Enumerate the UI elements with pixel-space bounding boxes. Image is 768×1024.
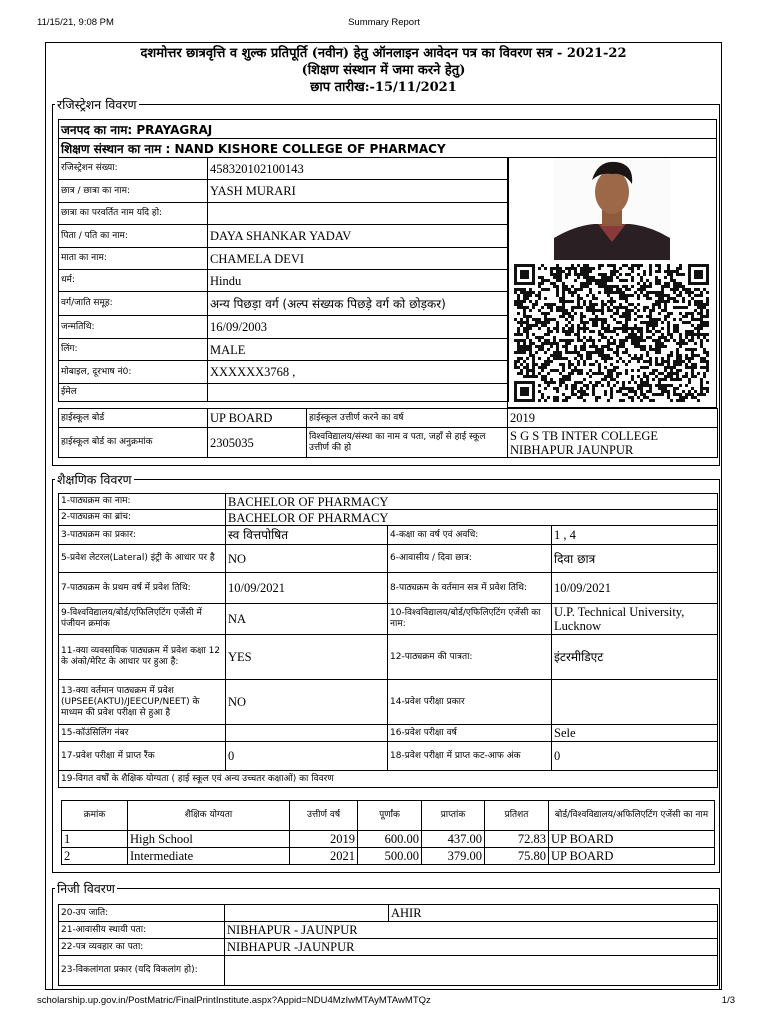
history-header-row <box>62 801 715 831</box>
district-name: जनपद का नाम: PRAYAGRAJ <box>59 120 717 139</box>
registration-label: छात्रा का परवर्तित नाम यदि हो: <box>59 203 208 225</box>
exam-year-value: Sele <box>552 725 718 742</box>
univ-reg-value: NA <box>226 604 388 635</box>
institute-name: शिक्षण संस्थान का नाम : NAND KISHORE COLLEGE OF PHARMACY <box>59 139 717 158</box>
academic-table <box>58 493 718 788</box>
merit-label: 11-क्या व्यवसायिक पाठ्यक्रम में प्रवेश कक्षा 12 के अंको/मेरिट के आधार पर हुआ है: <box>59 635 226 680</box>
history-cell: 2021 <box>290 848 358 865</box>
eligibility-value: इंटरमीडिएट <box>552 635 718 680</box>
course-name-value: BACHELOR OF PHARMACY <box>226 494 718 510</box>
hs-roll-label: हाईस्कूल बोर्ड का अनुक्रमांक <box>59 428 208 458</box>
registration-value: XXXXXX3768 , <box>208 361 509 384</box>
registration-table <box>58 157 509 402</box>
history-row <box>62 848 715 865</box>
disability-value <box>225 956 718 986</box>
course-type-label: 3-पाठ्यक्रम का प्रकार: <box>59 526 226 545</box>
hs-board-value: UP BOARD <box>208 409 307 428</box>
history-cell: High School <box>128 831 290 848</box>
registration-label: ईमेल <box>59 384 208 402</box>
hs-roll-value: 2305035 <box>208 428 307 458</box>
registration-value: CHAMELA DEVI <box>208 248 509 270</box>
rank-value: 0 <box>226 742 388 771</box>
registration-value: अन्य पिछड़ा वर्ग (अल्प संख्यक पिछड़े वर्ग को छोड़कर) <box>208 292 509 316</box>
registration-label: जन्मतिथि: <box>59 316 208 339</box>
exam-type-value <box>552 680 718 725</box>
exam-type-label: 14-प्रवेश परीक्षा प्रकार <box>388 680 552 725</box>
univ-name-label: 10-विश्वविद्यालय/बोर्ड/एफिलिएटिंग एजेंसी का नाम: <box>388 604 552 635</box>
disability-label: 23-विकलांगता प्रकार (यदि विकलांग हो): <box>59 956 225 986</box>
history-cell: 75.80 <box>485 848 549 865</box>
counselling-label: 15-कॉउंसिलिंग नंबर <box>59 725 226 742</box>
registration-value: 16/09/2003 <box>208 316 509 339</box>
highschool-table <box>58 408 718 458</box>
exam-label: 13-क्या वर्तमान पाठ्यक्रम में प्रवेश (UPSEE(AKTU)/JEECUP/NEET) के माध्यम की प्रवेश परीक्षा से हुआ है <box>59 680 226 725</box>
registration-label: मोबाइल, दूरभाष नं0: <box>59 361 208 384</box>
registration-row <box>59 180 509 203</box>
history-header: बोर्ड/विश्वविद्यालय/अफिलिएटिंग एजेंसी का नाम <box>549 801 715 831</box>
student-photo <box>554 158 670 260</box>
print-date: छाप तारीख:-15/11/2021 <box>310 80 457 95</box>
hs-board-label: हाईस्कूल बोर्ड <box>59 409 208 428</box>
qr-code <box>514 264 710 402</box>
page-url: scholarship.up.gov.in/PostMatric/FinalPrintInstitute.aspx?Appid=NDU4MzIwMTAyMTAwMTQz <box>37 995 431 1006</box>
history-cell: UP BOARD <box>549 831 715 848</box>
registration-row <box>59 225 509 248</box>
registration-row <box>59 361 509 384</box>
history-table <box>61 800 715 865</box>
univ-reg-label: 9-विश्वविद्यालय/बोर्ड/एफिलिएटिंग एजेंसी में पंजीयन क्रमांक <box>59 604 226 635</box>
registration-header-table <box>58 119 717 158</box>
hs-school-label: विश्वविद्यालय/संस्था का नाम व पता, जहाँ से हाई स्कूल उत्तीर्ण की हो <box>307 428 508 458</box>
corr-addr-label: 22-पत्र व्यवहार का पता: <box>59 939 225 956</box>
registration-value <box>208 384 509 402</box>
registration-legend: रजिस्ट्रेशन विवरण <box>57 97 137 112</box>
exam-value: NO <box>226 680 388 725</box>
merit-value: YES <box>226 635 388 680</box>
cutoff-label: 18-प्रवेश परीक्षा में प्राप्त कट-आफ अंक <box>388 742 552 771</box>
exam-year-label: 16-प्रवेश परीक्षा वर्ष <box>388 725 552 742</box>
perm-addr-value: NIBHAPUR - JAUNPUR <box>225 922 718 939</box>
history-cell: 2 <box>62 848 128 865</box>
report-title: दशमोत्तर छात्रवृत्ति व शुल्क प्रतिपूर्ति (नवीन) हेतु ऑनलाइन आवेदन पत्र का विवरण सत्र - 2021-22 <box>140 46 627 61</box>
hs-year-value: 2019 <box>508 409 718 428</box>
subcaste-value: AHIR <box>389 905 718 922</box>
registration-value: MALE <box>208 339 509 361</box>
print-datetime: 11/15/21, 9:08 PM <box>37 17 114 28</box>
first-admission-label: 7-पाठ्यक्रम के प्रथम वर्ष में प्रवेश तिथि: <box>59 573 226 604</box>
hostel-value: दिवा छात्र <box>552 545 718 573</box>
perm-addr-label: 21-आवासीय स्थायी पता: <box>59 922 225 939</box>
history-cell: 72.83 <box>485 831 549 848</box>
univ-name-value: U.P. Technical University, Lucknow <box>552 604 718 635</box>
registration-label: वर्ग/जाति समूह: <box>59 292 208 316</box>
registration-value: DAYA SHANKAR YADAV <box>208 225 509 248</box>
history-header: क्रमांक <box>62 801 128 831</box>
registration-value: Hindu <box>208 270 509 292</box>
rank-label: 17-प्रवेश परीक्षा में प्राप्त रैंक <box>59 742 226 771</box>
print-page-title: Summary Report <box>348 17 420 28</box>
registration-row <box>59 203 509 225</box>
registration-row <box>59 270 509 292</box>
history-header: प्रतिशत <box>485 801 549 831</box>
personal-table <box>58 904 718 986</box>
history-cell: 2019 <box>290 831 358 848</box>
personal-legend: निजी विवरण <box>57 881 115 896</box>
registration-label: रजिस्ट्रेशन संख्या: <box>59 158 208 180</box>
lateral-label: 5-प्रवेश लेटरल(Lateral) इंट्री के आधार पर है <box>59 545 226 573</box>
registration-row <box>59 384 509 402</box>
history-row <box>62 831 715 848</box>
registration-row <box>59 292 509 316</box>
course-branch-value: BACHELOR OF PHARMACY <box>226 510 718 526</box>
registration-value: YASH MURARI <box>208 180 509 203</box>
registration-label: पिता / पति का नाम: <box>59 225 208 248</box>
registration-value <box>208 203 509 225</box>
academic-legend: शैक्षणिक विवरण <box>57 472 132 487</box>
history-cell: Intermediate <box>128 848 290 865</box>
history-cell: 600.00 <box>358 831 422 848</box>
course-name-label: 1-पाठ्यक्रम का नाम: <box>59 494 226 510</box>
registration-label: माता का नाम: <box>59 248 208 270</box>
subcaste-label: 20-उप जाति: <box>59 905 225 922</box>
registration-row <box>59 248 509 270</box>
current-admission-value: 10/09/2021 <box>552 573 718 604</box>
registration-value: 458320102100143 <box>208 158 509 180</box>
page-number: 1/3 <box>721 995 735 1006</box>
corr-addr-value: NIBHAPUR -JAUNPUR <box>225 939 718 956</box>
current-admission-label: 8-पाठ्यक्रम के वर्तमान सत्र में प्रवेश तिथि: <box>388 573 552 604</box>
history-header: प्राप्तांक <box>422 801 485 831</box>
hs-school-value: S G S TB INTER COLLEGE NIBHAPUR JAUNPUR <box>508 428 718 458</box>
lateral-value: NO <box>226 545 388 573</box>
registration-row <box>59 316 509 339</box>
history-cell: 379.00 <box>422 848 485 865</box>
first-admission-value: 10/09/2021 <box>226 573 388 604</box>
cutoff-value: 0 <box>552 742 718 771</box>
history-cell: UP BOARD <box>549 848 715 865</box>
history-cell: 500.00 <box>358 848 422 865</box>
history-header: शैक्षिक योग्यता <box>128 801 290 831</box>
history-header: उत्तीर्ण वर्ष <box>290 801 358 831</box>
course-type-value: स्व वित्तपोषित <box>226 526 388 545</box>
hostel-label: 6-आवासीय / दिवा छात्र: <box>388 545 552 573</box>
history-title: 19-विगत वर्षों के शैक्षिक योग्यता ( हाई स्कूल एवं अन्य उच्चतर कक्षाओं) का विवरण <box>59 771 718 788</box>
hs-year-label: हाईस्कूल उत्तीर्ण करने का वर्ष <box>307 409 508 428</box>
registration-row <box>59 158 509 180</box>
class-year-value: 1 , 4 <box>552 526 718 545</box>
history-cell: 1 <box>62 831 128 848</box>
counselling-value <box>226 725 388 742</box>
class-year-label: 4-कक्षा का वर्ष एवं अवधि: <box>388 526 552 545</box>
course-branch-label: 2-पाठ्यक्रम का ब्रांच: <box>59 510 226 526</box>
eligibility-label: 12-पाठ्यक्रम की पात्रता: <box>388 635 552 680</box>
registration-label: धर्म: <box>59 270 208 292</box>
report-subtitle: (शिक्षण संस्थान में जमा करने हेतु) <box>301 63 466 78</box>
history-cell: 437.00 <box>422 831 485 848</box>
registration-label: लिंग: <box>59 339 208 361</box>
history-header: पूर्णांक <box>358 801 422 831</box>
registration-row <box>59 339 509 361</box>
registration-label: छात्र / छात्रा का नाम: <box>59 180 208 203</box>
